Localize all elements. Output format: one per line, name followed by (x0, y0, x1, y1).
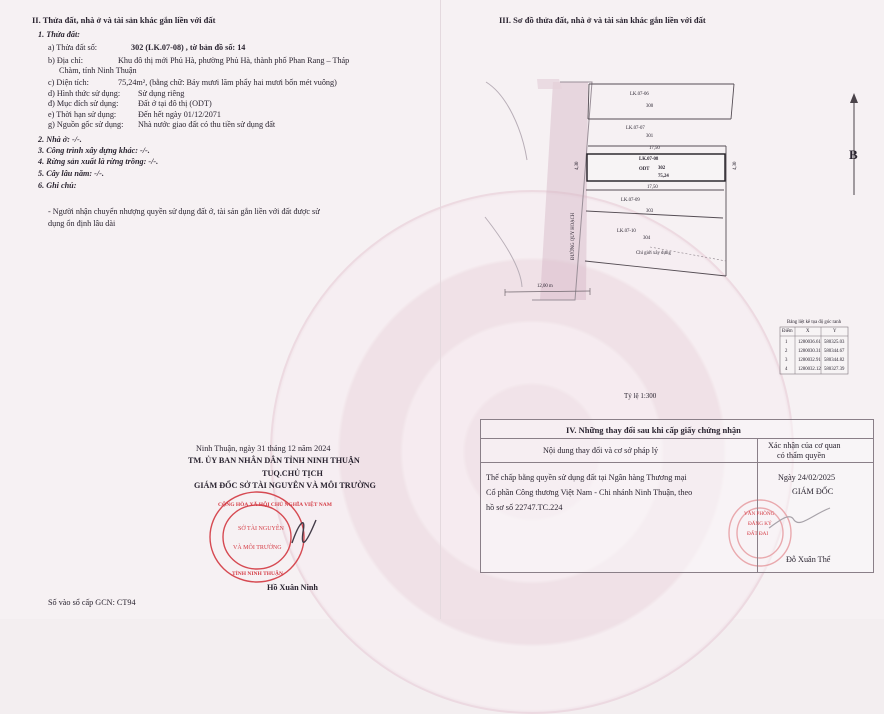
red-seal-text-2: VÀ MÔI TRƯỜNG (233, 545, 282, 551)
sign-date: Ninh Thuận, ngày 31 tháng 12 năm 2024 (196, 444, 331, 453)
side-right-label: 4,30 (733, 161, 738, 170)
committee: TM. ỦY BAN NHÂN DÂN TỈNH NINH THUẬN (188, 456, 360, 465)
building-limit-label: Chỉ giới xây dựng (636, 251, 671, 256)
lot-label-10: LK.07-10 (617, 229, 636, 234)
origin-label: g) Nguồn gốc sử dụng: (48, 120, 124, 129)
coord-row-3-point: 3 (785, 358, 788, 363)
parcel-heading: 1. Thửa đất: (38, 30, 80, 39)
right-seal-text-3: ĐẤT ĐAI (747, 531, 769, 537)
section-iii-title: III. Sơ đồ thửa đất, nhà ở và tài sản khác gắn liền với đất (499, 15, 706, 25)
red-seal-text-1: SỞ TÀI NGUYÊN (238, 526, 284, 532)
lot-use-08: ODT (639, 167, 650, 172)
address-label: b) Địa chỉ: (48, 56, 84, 65)
side-left-label: 4,30 (575, 161, 580, 170)
area-label: c) Diện tích: (48, 78, 89, 87)
parcel-number-label: a) Thửa đất số: (48, 43, 98, 52)
coord-row-2-x: 1280030.31 (798, 349, 821, 354)
coord-header-point: Điểm (782, 329, 793, 334)
changes-column-divider (757, 438, 758, 572)
coord-row-3-x: 1280032.91 (798, 358, 821, 363)
chairman: TUQ.CHỦ TỊCH (262, 469, 323, 478)
certificate-number: Số vào sổ cấp GCN: CT94 (48, 598, 136, 607)
perennial-label: 5. Cây lâu năm: -/-. (38, 169, 104, 178)
section-ii-title: II. Thửa đất, nhà ở và tài sản khác gắn liền với đất (32, 15, 216, 25)
lot-width-07: 17,50 (649, 146, 660, 151)
house-label: 2. Nhà ở: -/-. (38, 135, 82, 144)
coord-row-3-y: 580344.82 (824, 358, 845, 363)
scale-label: Tỷ lệ 1:300 (624, 392, 657, 400)
area-value: 75,24m², (bằng chữ: Bảy mươi lăm phẩy hai mươi bốn mét vuông) (118, 78, 337, 87)
origin-value: Nhà nước giao đất có thu tiền sử dụng đất (138, 120, 276, 129)
coord-table-title: Bảng liệt kê tọa độ góc ranh (787, 320, 842, 325)
mortgage-line-2: Cổ phần Công thương Việt Nam - Chi nhánh Ninh Thuận, theo (486, 488, 693, 497)
lot-width-08: 17,50 (647, 185, 658, 190)
confirmation-date: Ngày 24/02/2025 (778, 473, 836, 482)
forest-label: 4. Rừng sản xuất là rừng trồng: -/-. (38, 157, 159, 166)
section-iv-title: IV. Những thay đổi sau khi cấp giấy chứng nhận (566, 425, 741, 435)
purpose-label: đ) Mục đích sử dụng: (48, 99, 119, 108)
note-label: 6. Ghi chú: (38, 181, 77, 190)
director-name: Đỗ Xuân Thể (786, 555, 831, 564)
lot-area-10: 304 (643, 236, 651, 241)
signer-name: Hồ Xuân Ninh (267, 583, 318, 592)
coord-row-1-x: 1280036.61 (798, 340, 821, 345)
address-value-2: Chàm, tỉnh Ninh Thuận (59, 66, 137, 75)
mortgage-line-3: hồ sơ số 22747.TC.224 (486, 503, 563, 512)
lot-label-06: LK.07-06 (630, 92, 649, 97)
ownership-label: d) Hình thức sử dụng: (48, 89, 121, 98)
lot-area-09: 303 (646, 209, 654, 214)
red-seal-text-bottom: TỈNH NINH THUẬN (232, 571, 283, 577)
mortgage-line-1: Thế chấp bằng quyền sử dụng đất tại Ngân hàng Thương mại (486, 473, 687, 482)
coord-row-1-y: 580325.03 (824, 340, 845, 345)
road-width: 12,00 m (537, 284, 553, 289)
coord-row-4-x: 1280032.12 (798, 367, 821, 372)
coord-row-1-point: 1 (785, 340, 788, 345)
note-text-2: dụng ổn định lâu dài (48, 219, 116, 228)
purpose-value: Đất ở tại đô thị (ODT) (138, 99, 212, 108)
lot-area-08: 75,24 (658, 174, 669, 179)
director-title: GIÁM ĐỐC (792, 487, 834, 496)
red-seal-text-top: CỘNG HÒA XÃ HỘI CHỦ NGHĨA VIỆT NAM (218, 502, 332, 508)
construction-label: 3. Công trình xây dựng khác: -/-. (38, 146, 150, 155)
lot-label-09: LK.07-09 (621, 198, 640, 203)
term-label: e) Thời hạn sử dụng: (48, 110, 117, 119)
changes-divider-2 (480, 462, 873, 463)
note-text-1: - Người nhận chuyển nhượng quyền sử dụng đất ở, tài sản gắn liền với đất được sử (48, 207, 320, 216)
term-value: Đến hết ngày 01/12/2071 (138, 110, 221, 119)
changes-divider-1 (480, 438, 873, 439)
authority-header-1: Xác nhận của cơ quan (768, 441, 841, 450)
content-header: Nội dung thay đổi và cơ sở pháp lý (543, 446, 659, 455)
coord-row-4-point: 4 (785, 367, 788, 372)
lot-label-08: LK.07-08 (639, 157, 659, 162)
lot-number-08: 302 (658, 166, 666, 171)
address-value: Khu đô thị mới Phủ Hà, phường Phủ Hà, thành phố Phan Rang – Tháp (118, 56, 350, 65)
director: GIÁM ĐỐC SỞ TÀI NGUYÊN VÀ MÔI TRƯỜNG (194, 481, 376, 490)
lot-label-07: LK.07-07 (626, 126, 645, 131)
authority-header-2: có thẩm quyền (777, 451, 826, 460)
ownership-value: Sử dụng riêng (138, 89, 185, 98)
right-seal-text-1: VĂN PHÒNG (744, 511, 775, 517)
road-name: ĐƯỜNG QUY HOẠCH (571, 212, 576, 260)
lot-area-06: 300 (646, 104, 654, 109)
right-seal-text-2: ĐĂNG KÝ (748, 521, 772, 527)
coord-row-2-point: 2 (785, 349, 788, 354)
parcel-number-value: 302 (LK.07-08) , tờ bản đồ số: 14 (131, 43, 246, 52)
coord-header-y: Y (833, 329, 837, 334)
coord-row-2-y: 580344.67 (824, 349, 845, 354)
north-label: B (849, 147, 858, 162)
lot-area-07: 301 (646, 134, 654, 139)
coord-row-4-y: 580327.39 (824, 367, 845, 372)
coord-header-x: X (806, 329, 810, 334)
